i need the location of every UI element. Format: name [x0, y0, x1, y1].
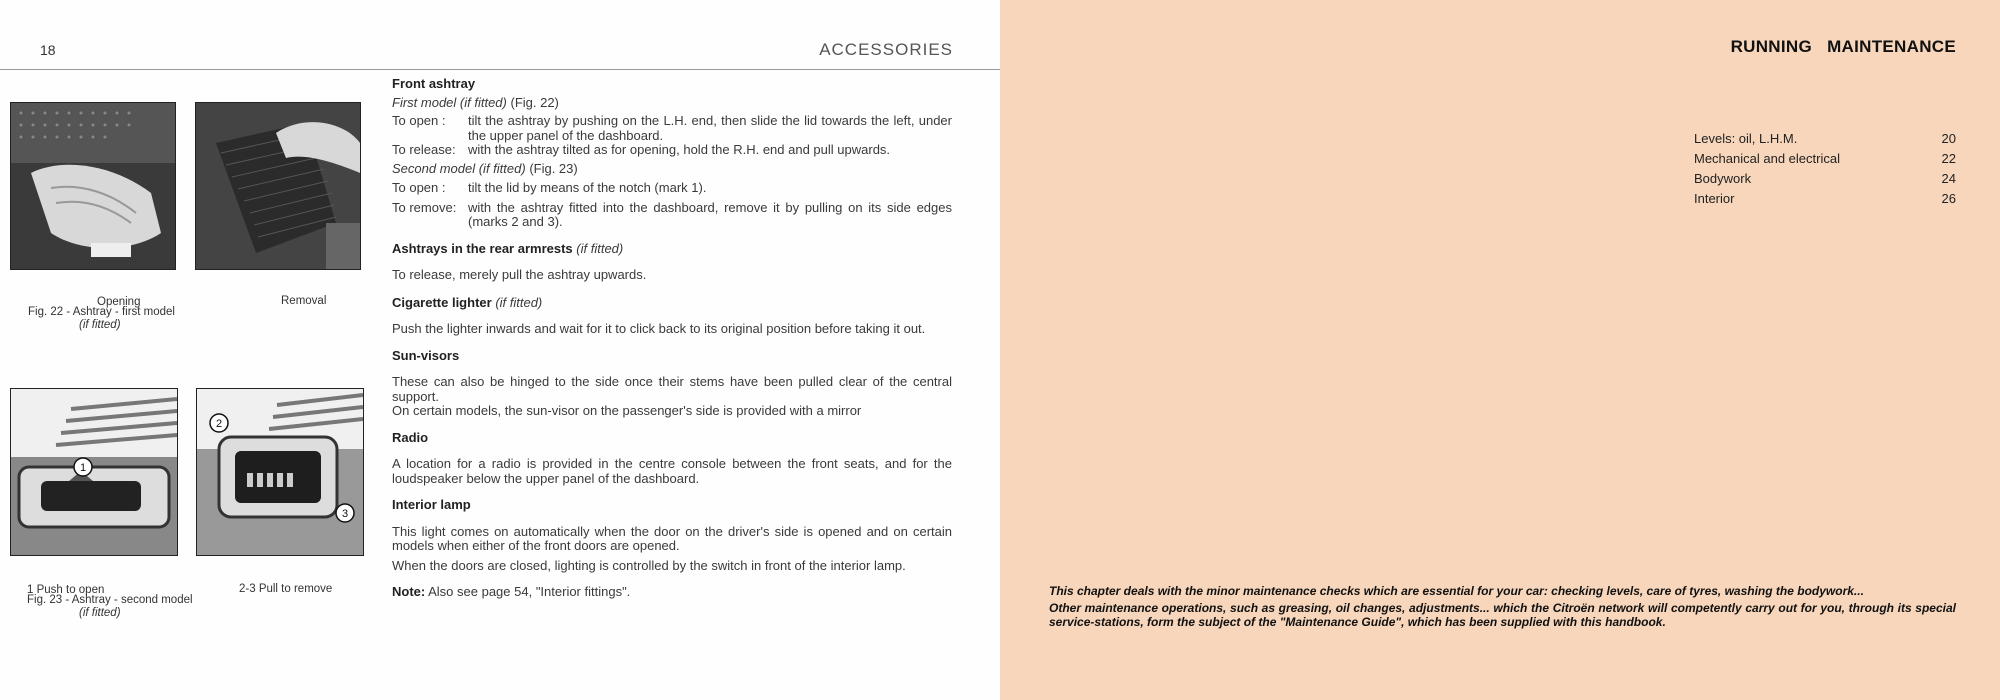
rear-ashtrays-title: Ashtrays in the rear armrests [392, 240, 573, 256]
rear-ashtrays-qualifier: (if fitted) [576, 240, 624, 256]
chapter-intro [1049, 584, 1956, 632]
to-release-row [392, 143, 952, 158]
rear-ashtrays-heading [392, 242, 952, 257]
figure-23-open-caption: 1 Push to open [27, 584, 105, 596]
figure-22-opening-photo [10, 102, 176, 270]
to-release-text: with the ashtray tilted as for opening, hold the R.H. end and pull upwards. [468, 142, 891, 157]
toc-item-page: 20 [1941, 131, 1956, 146]
first-model-label: First model (if fitted) [392, 94, 507, 110]
to-release-label: To release: [392, 142, 456, 157]
toc-item-label: Levels: oil, L.H.M. [1694, 131, 1798, 146]
figure-22-removal-photo [195, 102, 361, 270]
rear-ashtrays-text: To release, merely pull the ashtray upwards. [392, 267, 647, 282]
to-open2-row [392, 181, 952, 196]
figure-23-remove-photo [196, 388, 364, 556]
figure-23-remove-caption: 2-3 Pull to remove [239, 583, 333, 595]
accessories-text [392, 74, 952, 600]
toc-item-page: 26 [1941, 191, 1956, 206]
toc-item[interactable] [1694, 151, 1956, 171]
figure-23-marker-1: 1 [79, 462, 87, 474]
second-model-label: Second model (if fitted) [392, 160, 526, 176]
to-open2-label: To open : [392, 180, 446, 195]
radio-heading: Radio [392, 429, 429, 445]
figure-23-caption-line: Fig. 23 - Ashtray - second model [27, 594, 193, 606]
header-rule [0, 69, 1000, 70]
figure-23-caption-qualifier: (if fitted) [79, 607, 121, 619]
page-number: 18 [40, 42, 56, 58]
interior-lamp-text-2: When the doors are closed, lighting is controlled by the switch in front of the interior lamp. [392, 557, 906, 573]
running-maintenance-title: RUNNING MAINTENANCE [1730, 37, 1956, 56]
figure-23-marker-2: 2 [215, 418, 223, 430]
chapter-intro-paragraph-2: Other maintenance operations, such as greasing, oil changes, adjustments... which the Citroën network will competently carry out for you, through its special service-stations, form the subject of the "Maintenance Guide", which has been supplied with this handbook. [1049, 600, 1956, 629]
first-model-fig: (Fig. 22) [510, 94, 559, 110]
first-model-line [392, 96, 952, 111]
to-remove-row [392, 201, 952, 230]
note-line [392, 585, 952, 600]
chapter-intro-paragraph-1: This chapter deals with the minor maintenance checks which are essential for your car: checking levels, care of tyres, washing the bodywork... [1049, 584, 1864, 598]
second-model-line [392, 162, 952, 177]
toc-item[interactable] [1694, 131, 1956, 151]
lighter-text: Push the lighter inwards and wait for it to click back to its original position before taking it out. [392, 321, 926, 336]
sun-visors-text-2: On certain models, the sun-visor on the passenger's side is provided with a mirror [392, 403, 862, 418]
figure-22-caption-qualifier: (if fitted) [79, 319, 121, 331]
lighter-heading [392, 296, 952, 311]
toc-item-label: Mechanical and electrical [1694, 151, 1840, 166]
toc-item-label: Bodywork [1694, 171, 1752, 186]
to-open-row [392, 114, 952, 143]
toc-item-label: Interior [1694, 191, 1735, 206]
figure-23-caption [27, 594, 247, 620]
radio-text: A location for a radio is provided in the centre console between the front seats, and for the loudspeaker below the upper panel of the dashboard. [392, 456, 952, 486]
figure-23-open-photo [10, 388, 178, 556]
figure-22-caption-line: Fig. 22 - Ashtray - first model [28, 306, 175, 318]
note-label: Note: [392, 584, 426, 599]
lighter-qualifier: (if fitted) [495, 294, 543, 310]
section-title: ACCESSORIES [819, 40, 953, 59]
sun-visors-text-1: These can also be hinged to the side once their stems have been pulled clear of the central support. [392, 374, 952, 404]
toc-item[interactable] [1694, 191, 1956, 211]
to-open2-text: tilt the lid by means of the notch (mark 1). [468, 180, 707, 195]
second-model-fig: (Fig. 23) [529, 160, 578, 176]
to-remove-label: To remove: [392, 199, 457, 215]
note-text: Also see page 54, "Interior fittings". [428, 584, 631, 599]
toc-item-page: 22 [1941, 151, 1956, 166]
figure-22-removal-caption: Removal [281, 295, 327, 307]
to-open-text: tilt the ashtray by pushing on the L.H. end, then slide the lid towards the left, under the upper panel of the dashboard. [468, 113, 952, 143]
interior-lamp-heading: Interior lamp [392, 497, 471, 512]
table-of-contents [1694, 131, 1956, 211]
figure-22-opening-caption: Opening [97, 296, 141, 308]
figure-23-marker-3: 3 [341, 508, 349, 520]
to-open-label: To open : [392, 113, 446, 128]
front-ashtray-heading: Front ashtray [392, 76, 476, 91]
to-remove-text: with the ashtray fitted into the dashboard, remove it by pulling on its side edges (marks 2 and 3). [468, 199, 952, 229]
interior-lamp-text-1: This light comes on automatically when the door on the driver's side is opened and on certain models when either of the front doors are opened. [392, 523, 952, 553]
right-page [1000, 0, 2000, 700]
toc-item-page: 24 [1941, 171, 1956, 186]
figure-22-caption [28, 306, 228, 332]
sun-visors-heading: Sun-visors [392, 347, 460, 363]
lighter-title: Cigarette lighter [392, 294, 492, 310]
toc-item[interactable] [1694, 171, 1956, 191]
